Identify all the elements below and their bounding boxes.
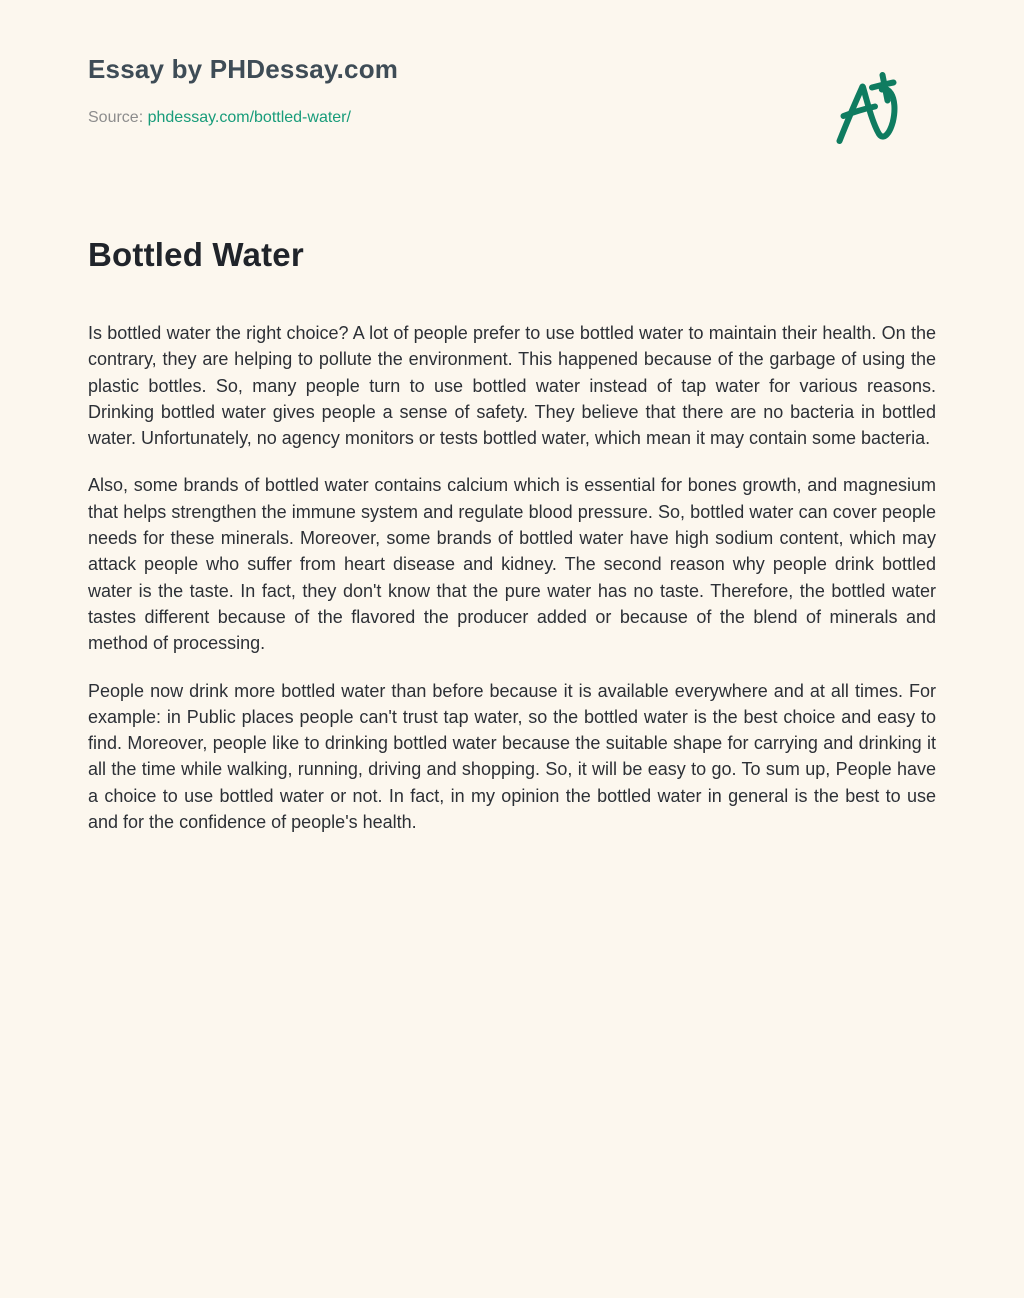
essay-body <box>88 320 936 835</box>
essay-title: Bottled Water <box>88 236 304 273</box>
source-link[interactable]: phdessay.com/bottled-water/ <box>147 109 351 126</box>
source-label: Source: <box>88 109 144 126</box>
a-plus-logo-icon <box>825 60 925 170</box>
essay-paragraph-2: Also, some brands of bottled water contains calcium which is essential for bones growth, and magnesium that helps strengthen the immune system and regulate blood pressure. So, bottled water can cover people needs for these minerals. Moreover, some brands of bottled water have high sodium content, which may attack people who suffer from heart disease and kidney. The second reason why people drink bottled water is the taste. In fact, they don't know that the pure water has no taste. Therefore, the bottled water tastes different because of the flavored the producer added or because of the blend of minerals and method of processing. <box>88 475 936 654</box>
essay-paragraph-1: Is bottled water the right choice? A lot of people prefer to use bottled water to maintain their health. On the contrary, they are helping to pollute the environment. This happened because of the garbage of using the plastic bottles. So, many people turn to use bottled water instead of tap water for various reasons. Drinking bottled water gives people a sense of safety. They believe that there are no bacteria in bottled water. Unfortunately, no agency monitors or tests bottled water, which mean it may contain some bacteria. <box>88 323 936 449</box>
essay-paragraph-3: People now drink more bottled water than before because it is available everywhere and at all times. For example: in Public places people can't trust tap water, so the bottled water is the best choice and easy to find. Moreover, people like to drinking bottled water because the suitable shape for carrying and drinking it all the time while walking, running, driving and shopping. So, it will be easy to go. To sum up, People have a choice to use bottled water or not. In fact, in my opinion the bottled water in general is the best to use and for the confidence of people's health. <box>88 680 936 833</box>
source-line <box>88 109 398 127</box>
page-header <box>88 46 936 170</box>
header-text-block <box>88 46 398 127</box>
site-title: Essay by PHDessay.com <box>88 54 399 84</box>
